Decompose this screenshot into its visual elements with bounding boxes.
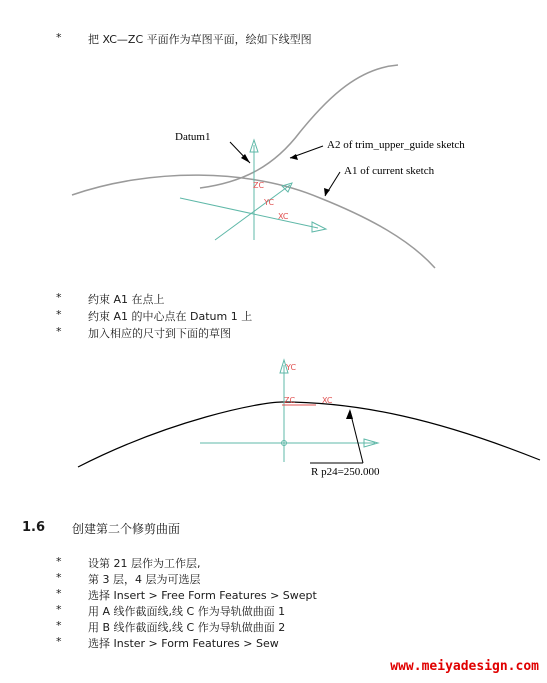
intro-text: 把 XC—ZC 平面作为草图平面，绘如下线型图 [88, 33, 312, 46]
step-bullet: * [56, 571, 62, 584]
a2-arrowhead [290, 154, 298, 160]
step-bullet: * [56, 587, 62, 600]
label-zc-fig1: ZC [253, 181, 265, 190]
step-bullet: * [56, 619, 62, 632]
label-datum1: Datum1 [175, 131, 211, 143]
label-yc-fig2: YC [286, 363, 297, 372]
radius-arrowhead [346, 409, 353, 419]
constraint-text: 约束 A1 的中心点在 Datum 1 上 [88, 310, 253, 323]
step-text: 第 3 层，4 层为可选层 [88, 573, 201, 586]
step-text: 选择 Insert > Free Form Features > Swept [88, 589, 317, 602]
label-a1: A1 of current sketch [344, 165, 435, 177]
step-text: 设第 21 层作为工作层, [88, 557, 201, 570]
constraint-bullet: * [56, 291, 62, 304]
step-bullet: * [56, 603, 62, 616]
watermark: www.meiyadesign.com [390, 659, 539, 674]
step-bullet: * [56, 555, 62, 568]
label-a2: A2 of trim_upper_guide sketch [327, 139, 465, 151]
constraint-bullet: * [56, 308, 62, 321]
label-zc-fig2: ZC [284, 396, 296, 405]
constraint-text: 加入相应的尺寸到下面的草图 [88, 327, 231, 340]
label-radius: R p24=250.000 [311, 466, 380, 478]
intro-bullet: * [56, 31, 62, 44]
label-xc-fig1: XC [278, 212, 289, 221]
section-number: 1.6 [22, 520, 46, 535]
step-text: 用 B 线作截面线,线 C 作为导轨做曲面 2 [88, 621, 286, 634]
arc-curve [78, 402, 540, 467]
label-yc-fig1: YC [264, 198, 275, 207]
step-text: 选择 Inster > Form Features > Sew [88, 637, 279, 650]
section-title: 创建第二个修剪曲面 [72, 522, 181, 536]
constraint-text: 约束 A1 在点上 [88, 293, 165, 306]
xc-axis [180, 198, 318, 228]
step-text: 用 A 线作截面线,线 C 作为导轨做曲面 1 [88, 605, 286, 618]
label-xc-fig2: XC [322, 396, 333, 405]
step-bullet: * [56, 635, 62, 648]
constraint-bullet: * [56, 325, 62, 338]
